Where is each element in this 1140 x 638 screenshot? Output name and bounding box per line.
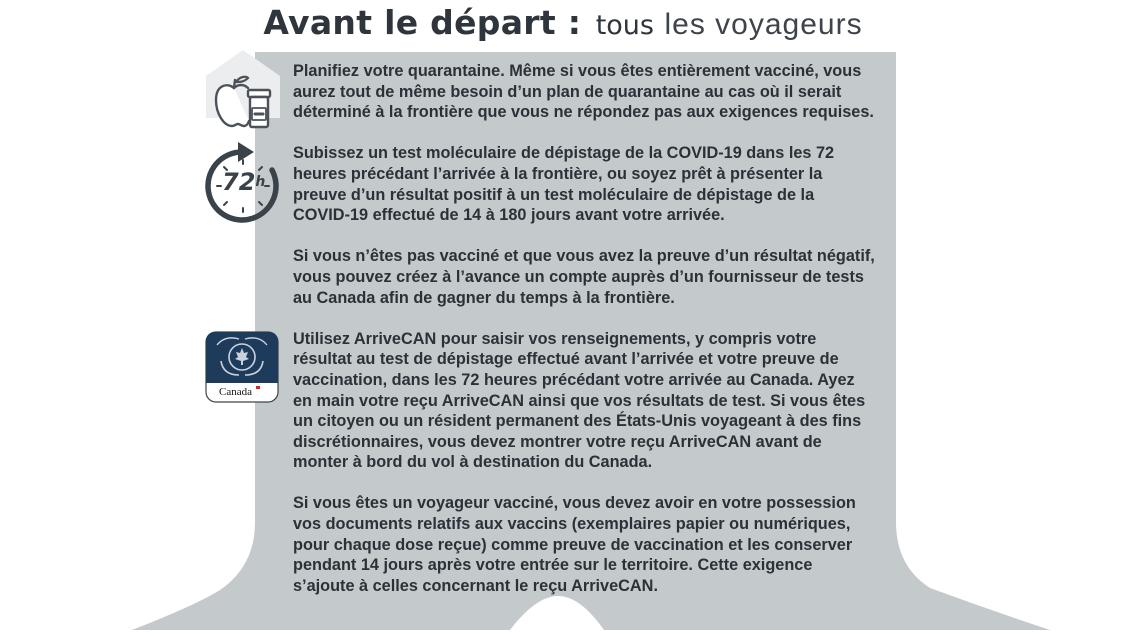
app-wordmark: Canada bbox=[219, 386, 252, 398]
paragraph-test: Subissez un test moléculaire de dépistage de la COVID-19 dans les 72 heures précédant l’arrivée à la frontière, ou soyez prêt à présenter la preuve d’un résultat positif à un test moléculaire de dépistage de la COVID-19 effectué de 14 à 180 jours avant votre arrivée. bbox=[293, 144, 835, 225]
apple-pill-bottle-icon bbox=[212, 74, 276, 132]
clock-suffix: h bbox=[255, 174, 266, 190]
paragraph-arrivecan: Utilisez ArriveCAN pour saisir vos renseignements, y compris votre résultat au test de dépistage effectué avant l’arrivée et votre preuve de vaccination, dans les 72 heures précédant votre arrivée au Canada. Ayez en main votre reçu ArriveCAN ainsi que vos résultats de test. Si vous êtes un citoyen ou un résident permanent des États-Unis voyageant à des fins discrétionnaires, vous devez montrer votre reçu ArriveCAN avant de monter à bord du vol à destination du Canada. bbox=[293, 329, 866, 472]
paragraph-quarantine: Planifiez votre quarantaine. Même si vous êtes entièrement vacciné, vous aurez tout de même besoin d’un plan de quarantaine au cas où il serait déterminé à la frontière que vous ne répondez pas aux exigences requises. bbox=[293, 62, 874, 122]
title-bold: Avant le départ : bbox=[263, 3, 582, 42]
title-voyageurs: les voyageurs bbox=[664, 8, 863, 41]
clock-label bbox=[222, 167, 265, 197]
paragraph-not-vaccinated: Si vous n’êtes pas vacciné et que vous avez la preuve d’un résultat négatif, vous pouvez créez à l’avance un compte auprès d’un fournisseur de tests au Canada afin de gagner du temps à la frontière. bbox=[293, 247, 875, 307]
clock-number: 72 bbox=[222, 168, 256, 196]
content-column bbox=[293, 61, 883, 596]
paragraph-vaccinated: Si vous êtes un voyageur vacciné, vous devez avoir en votre possession vos documents relatifs aux vaccins (exemplaires papier ou numériques, pour chaque dose reçue) comme preuve de vaccination et les conserver pendant 14 jours après votre entrée sur le territoire. Cette exigence s’ajoute à celles concernant le reçu ArriveCAN. bbox=[293, 494, 856, 595]
page-title bbox=[0, 2, 1126, 47]
title-tous: tous bbox=[595, 10, 654, 41]
